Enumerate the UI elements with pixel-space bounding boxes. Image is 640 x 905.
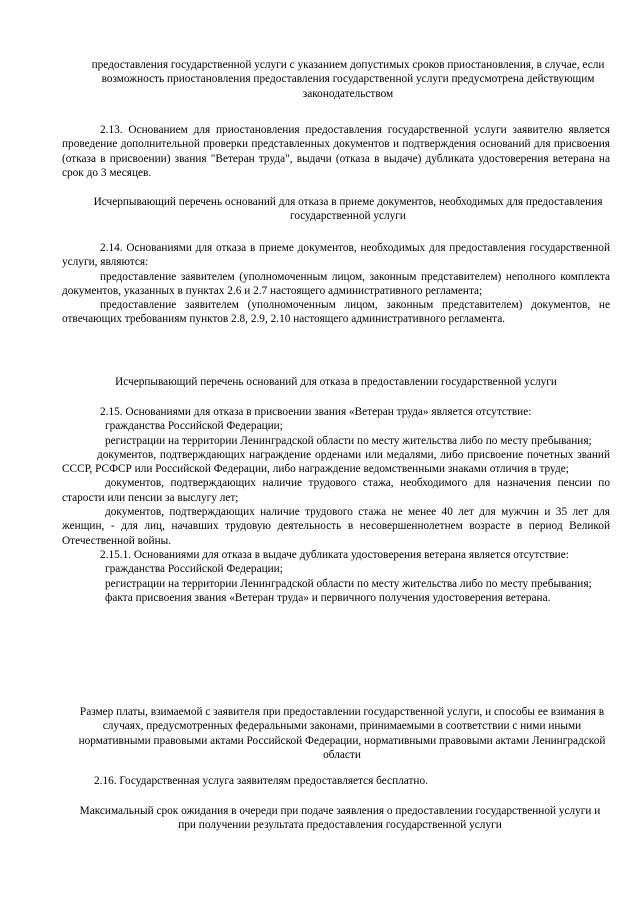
paragraph-2-16: 2.16. Государственная услуга заявителям предоставляется бесплатно. bbox=[94, 775, 428, 787]
paragraph-2-13: 2.13. Основанием для приостановления предоставления государственной услуги заявителю является проведение дополнительной проверки представленных документов и подтверждения оснований для присвоения (отказа в присвоении) звания "Ветеран труда", выдачи (отказа в выдаче) дубликата удостоверения ветерана на срок до 3 месяцев. bbox=[62, 124, 610, 179]
heading-fee: Размер платы, взимаемой с заявителя при предоставлении государственной услуги, и способы ее взимания в случаях, предусмотренных федеральными законами, принимаемыми в соответствии с ними иными нормативными правовыми актами Российской Федерации, нормативными правовыми актами Ленинградской области bbox=[78, 706, 606, 761]
paragraph-2-14-item: предоставление заявителем (уполномоченным лицом, законным представителем) документов, не отвечающих требованиям пунктов 2.8, 2.9, 2.10 настоящего административного регламента. bbox=[62, 299, 610, 326]
paragraph-2-15-1-item: гражданства Российской Федерации; bbox=[105, 563, 283, 576]
heading-reception-refusal: Исчерпывающий перечень оснований для отказа в приеме документов, необходимых для предоставления государственной услуги bbox=[93, 196, 603, 223]
paragraph-2-15-1-lead: 2.15.1. Основаниями для отказа в выдаче дубликата удостоверения ветерана является отсутствие: bbox=[100, 548, 569, 561]
section-2-14 bbox=[62, 241, 610, 327]
heading-service-refusal: Исчерпывающий перечень оснований для отказа в предоставлении государственной услуги bbox=[115, 376, 557, 388]
intro-paragraph: предоставления государственной услуги с указанием допустимых сроков приостановления, в случае, если возможность приостановления предоставления государственной услуги предусмотрена действующим законодательством bbox=[91, 59, 605, 100]
paragraph-2-15-item: документов, подтверждающих наличие трудового стажа, необходимого для назначения пенсии по старости или пенсии за выслугу лет; bbox=[62, 477, 610, 504]
section-2-15 bbox=[62, 405, 610, 605]
paragraph-2-15-1-item: факта присвоения звания «Ветеран труда» и первичного получения удостоверения ветерана. bbox=[105, 591, 551, 604]
paragraph-2-14-item: предоставление заявителем (уполномоченным лицом, законным представителем) неполного комплекта документов, указанных в пунктах 2.6 и 2.7 настоящего административного регламента; bbox=[62, 270, 610, 297]
paragraph-2-15-item: гражданства Российской Федерации; bbox=[105, 420, 283, 433]
paragraph-2-15-item: документов, подтверждающих наличие трудового стажа не менее 40 лет для мужчин и 35 лет для женщин, - для лиц, начавших трудовую деятельность в несовершеннолетнем возрасте в период Великой Отечественной войны. bbox=[62, 506, 610, 547]
paragraph-2-15-lead: 2.15. Основаниями для отказа в присвоении звания «Ветеран труда» является отсутствие: bbox=[100, 406, 532, 418]
paragraph-2-14-lead: 2.14. Основаниями для отказа в приеме документов, необходимых для предоставления государственной услуги, являются: bbox=[62, 242, 610, 269]
paragraph-2-15-item: документов, подтверждающих награждение орденами или медалями, либо присвоение почетных званий СССР, РСФСР или Российской Федерации, либо награждение ведомственными знаками отличия в труде; bbox=[62, 448, 610, 476]
paragraph-2-15-1-item: регистрации на территории Ленинградской области по месту жительства либо по месту пребывания; bbox=[105, 577, 592, 590]
heading-queue-time: Максимальный срок ожидания в очереди при подаче заявления о предоставлении государственной услуги и при получении результата предоставления государственной услуги bbox=[79, 805, 601, 832]
paragraph-2-15-item: регистрации на территории Ленинградской области по месту жительства либо по месту пребывания; bbox=[105, 434, 592, 447]
